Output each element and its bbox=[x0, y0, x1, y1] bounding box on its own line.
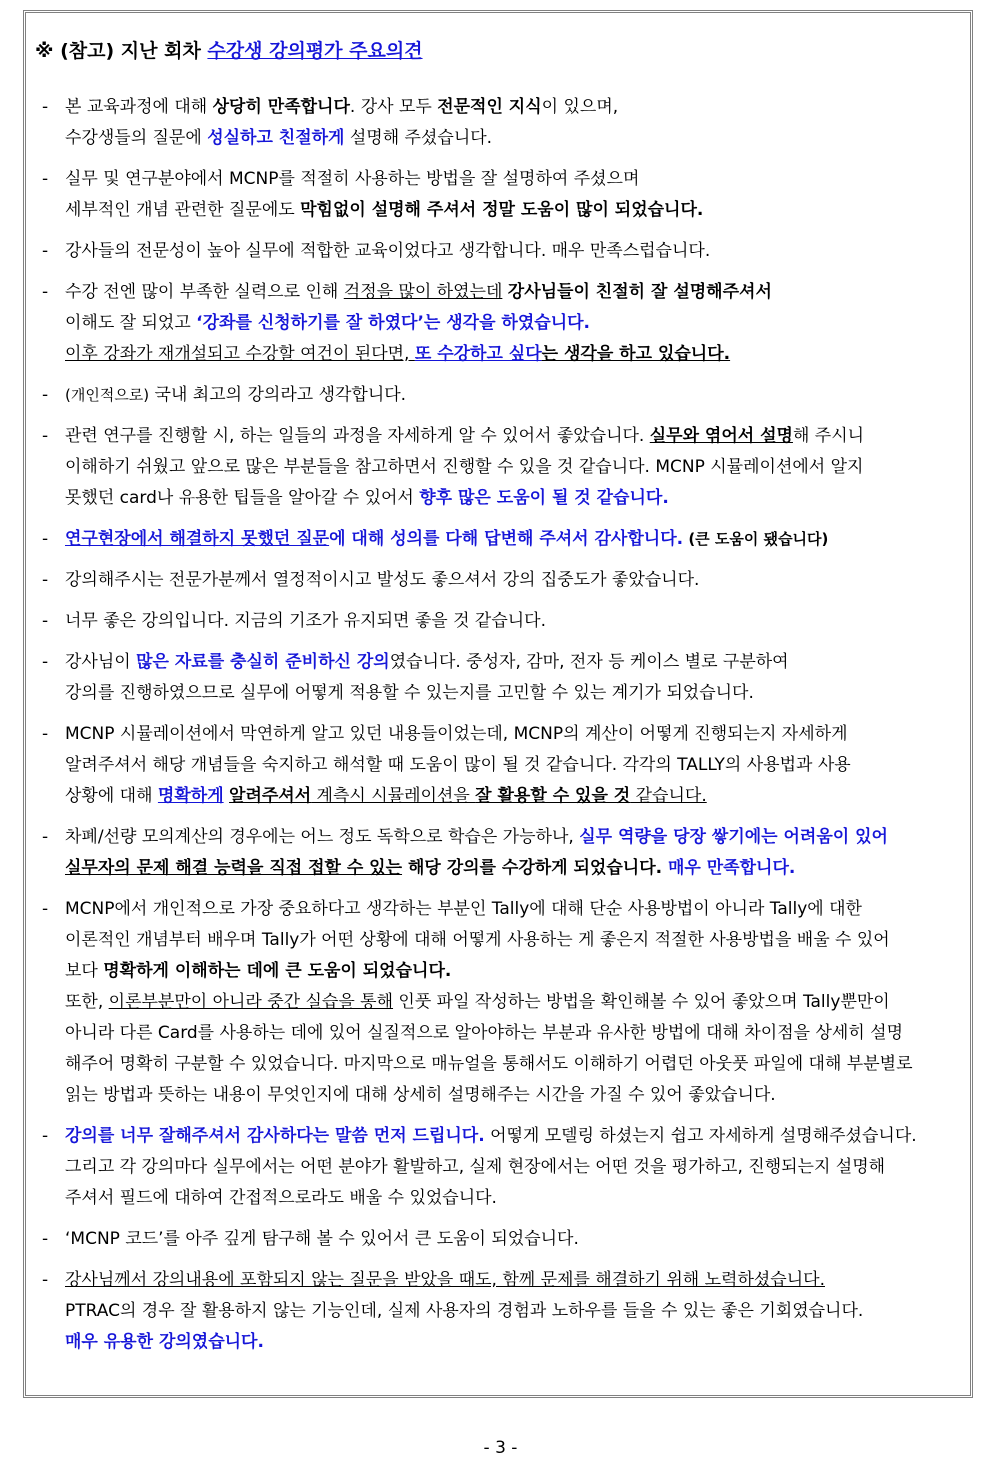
bullet-dash: - bbox=[42, 426, 49, 446]
text-segment: 잘 활용할 수 있을 것 bbox=[475, 786, 631, 806]
text-segment: . 강사 모두 bbox=[349, 97, 438, 117]
comment-line bbox=[65, 236, 968, 267]
bullet-dash: - bbox=[42, 97, 49, 117]
text-segment: 막힘없이 설명해 주셔서 정말 도움이 많이 되었습니다. bbox=[300, 200, 704, 220]
comment-item bbox=[42, 719, 968, 812]
comment-line bbox=[65, 925, 968, 956]
text-segment: 였습니다. 중성자, 감마, 전자 등 케이스 별로 구분하여 bbox=[389, 652, 789, 672]
text-segment: 강사들의 전문성이 높아 실무에 적합한 교육이었다고 생각합니다. 매우 만족스럽습니다. bbox=[65, 241, 711, 261]
bullet-dash: - bbox=[42, 899, 49, 919]
text-segment: 에 대해 성의를 다해 답변해 주셔서 감사합니다. bbox=[329, 529, 684, 549]
comment-line bbox=[65, 750, 968, 781]
text-segment: 강의를 너무 잘해주셔서 감사하다는 말씀 먼저 드립니다. bbox=[65, 1126, 485, 1146]
comment-line bbox=[65, 92, 968, 123]
text-segment: 알려주셔서 해당 개념들을 숙지하고 해석할 때 도움이 많이 될 것 같습니다. 각각의 TALLY의 사용법과 사용 bbox=[65, 755, 851, 775]
comment-line bbox=[65, 164, 968, 195]
text-segment: 강사님들이 친절히 잘 설명해주셔서 bbox=[507, 282, 772, 302]
text-segment: (개인적으로) bbox=[65, 386, 150, 404]
text-segment: 이론적인 개념부터 배우며 Tally가 어떤 상황에 대해 어떻게 사용하는 게 좋은지 적절한 사용방법을 배울 수 있어 bbox=[65, 930, 890, 950]
comment-item bbox=[42, 92, 968, 154]
comment-item bbox=[42, 277, 968, 370]
comment-line bbox=[65, 1296, 968, 1327]
comment-item bbox=[42, 894, 968, 1111]
comment-item bbox=[42, 380, 968, 411]
bullet-dash: - bbox=[42, 1270, 49, 1290]
comment-line bbox=[65, 1018, 968, 1049]
title-prefix: ※ (참고) 지난 회차 bbox=[35, 40, 208, 62]
text-segment: 이해도 잘 되었고 bbox=[65, 313, 197, 333]
text-segment: 알려주셔서 bbox=[229, 786, 312, 806]
text-segment: 는 생각을 하고 있습니다. bbox=[541, 344, 731, 364]
text-segment: 수강생들의 질문에 bbox=[65, 128, 208, 148]
comment-item bbox=[42, 565, 968, 596]
text-segment: ‘MCNP 코드’를 아주 깊게 탐구해 볼 수 있어서 큰 도움이 되었습니다. bbox=[65, 1229, 579, 1249]
text-segment: 해당 강의를 수강하게 되었습니다. bbox=[402, 858, 668, 878]
text-segment: 같습니다. bbox=[630, 786, 707, 806]
comment-item bbox=[42, 421, 968, 514]
text-segment: 너무 좋은 강의입니다. 지금의 기조가 유지되면 좋을 것 같습니다. bbox=[65, 611, 547, 631]
text-segment: 어떻게 모델링 하셨는지 쉽고 자세하게 설명해주셨습니다. bbox=[484, 1126, 917, 1146]
text-segment: MCNP에서 개인적으로 가장 중요하다고 생각하는 부분인 Tally에 대해 단순 사용방법이 아니라 Tally에 대한 bbox=[65, 899, 862, 919]
text-segment: 주셔서 필드에 대하여 간접적으로라도 배울 수 있었습니다. bbox=[65, 1188, 497, 1208]
comment-line bbox=[65, 380, 968, 411]
text-segment: 이후 강좌가 재개설되고 수강할 여건이 된다면, bbox=[65, 344, 415, 364]
text-segment: 실무 역량을 당장 쌓기에는 어려움이 있어 bbox=[579, 827, 888, 847]
bullet-dash: - bbox=[42, 611, 49, 631]
text-segment: 보다 bbox=[65, 961, 104, 981]
comment-line bbox=[65, 719, 968, 750]
text-segment: 걱정을 많이 하였는데 bbox=[343, 282, 503, 302]
comment-line bbox=[65, 1224, 968, 1255]
bullet-dash: - bbox=[42, 385, 49, 405]
text-segment: 성실하고 친절하게 bbox=[207, 128, 345, 148]
text-segment: 본 교육과정에 대해 bbox=[65, 97, 213, 117]
comment-line bbox=[65, 987, 968, 1018]
text-segment: 향후 많은 도움이 될 것 같습니다. bbox=[419, 488, 669, 508]
comment-line bbox=[65, 781, 968, 812]
comment-line bbox=[65, 956, 968, 987]
bullet-dash: - bbox=[42, 169, 49, 189]
text-segment: (큰 도움이 됐습니다) bbox=[683, 530, 829, 548]
text-segment: 명확하게 이해하는 데에 큰 도움이 되었습니다. bbox=[103, 961, 452, 981]
text-segment: 국내 최고의 강의라고 생각합니다. bbox=[149, 385, 407, 405]
comment-item bbox=[42, 164, 968, 226]
comment-line bbox=[65, 524, 968, 555]
text-segment: 강의를 진행하였으므로 실무에 어떻게 적용할 수 있는지를 고민할 수 있는 계기가 되었습니다. bbox=[65, 683, 754, 703]
comment-line bbox=[65, 1080, 968, 1111]
comment-line bbox=[65, 1265, 968, 1296]
text-segment: 그리고 각 강의마다 실무에서는 어떤 분야가 활발하고, 실제 현장에서는 어떤 것을 평가하고, 진행되는지 설명해 bbox=[65, 1157, 886, 1177]
bullet-dash: - bbox=[42, 827, 49, 847]
comment-line bbox=[65, 647, 968, 678]
comment-item bbox=[42, 1121, 968, 1214]
text-segment: 명확하게 bbox=[157, 786, 224, 806]
text-segment: 못했던 card나 유용한 팁들을 알아갈 수 있어서 bbox=[65, 488, 420, 508]
comment-item bbox=[42, 236, 968, 267]
bullet-dash: - bbox=[42, 241, 49, 261]
text-segment: 계측시 시뮬레이션을 bbox=[311, 786, 476, 806]
section-title bbox=[35, 36, 423, 63]
bullet-dash: - bbox=[42, 1126, 49, 1146]
text-segment: 전문적인 지식 bbox=[437, 97, 542, 117]
text-segment: 상당히 만족합니다 bbox=[212, 97, 350, 117]
comment-line bbox=[65, 123, 968, 154]
comment-item bbox=[42, 1265, 968, 1358]
text-segment: 설명해 주셨습니다. bbox=[344, 128, 493, 148]
comment-line bbox=[65, 308, 968, 339]
comment-line bbox=[65, 853, 968, 884]
text-segment: 이론부분만이 아니라 중간 실습을 통해 bbox=[108, 992, 394, 1012]
bullet-dash: - bbox=[42, 724, 49, 744]
comment-item bbox=[42, 606, 968, 637]
text-segment: 세부적인 개념 관련한 질문에도 bbox=[65, 200, 301, 220]
comment-line bbox=[65, 483, 968, 514]
comment-line bbox=[65, 565, 968, 596]
comment-item bbox=[42, 647, 968, 709]
comment-line bbox=[65, 195, 968, 226]
comment-line bbox=[65, 1049, 968, 1080]
text-segment: 또 수강하고 싶다 bbox=[414, 344, 542, 364]
text-segment: 읽는 방법과 뜻하는 내용이 무엇인지에 대해 상세히 설명해주는 시간을 가질 수 있어 좋았습니다. bbox=[65, 1085, 776, 1105]
comment-line bbox=[65, 606, 968, 637]
text-segment: 또한, bbox=[65, 992, 109, 1012]
comment-list bbox=[42, 82, 968, 1358]
title-highlight: 수강생 강의평가 주요의견 bbox=[207, 40, 423, 62]
text-segment: 강사님께서 강의내용에 포함되지 않는 질문을 받았을 때도, 함께 문제를 해결하기 위해 노력하셨습니다. bbox=[65, 1270, 825, 1290]
comment-line bbox=[65, 1327, 968, 1358]
text-segment: 매우 유용한 강의였습니다. bbox=[65, 1332, 264, 1352]
comment-line bbox=[65, 452, 968, 483]
text-segment: 매우 만족합니다. bbox=[668, 858, 796, 878]
text-segment: 이해하기 쉬웠고 앞으로 많은 부분들을 참고하면서 진행할 수 있을 것 같습니다. MCNP 시뮬레이션에서 알지 bbox=[65, 457, 864, 477]
text-segment: 강의해주시는 전문가분께서 열정적이시고 발성도 좋으셔서 강의 집중도가 좋았습니다. bbox=[65, 570, 700, 590]
comment-item bbox=[42, 524, 968, 555]
text-segment: 해 주시니 bbox=[792, 426, 865, 446]
text-segment: 해주어 명확히 구분할 수 있었습니다. 마지막으로 매뉴얼을 통해서도 이해하기 어렵던 아웃풋 파일에 대해 부분별로 bbox=[65, 1054, 913, 1074]
comment-line bbox=[65, 1183, 968, 1214]
bullet-dash: - bbox=[42, 282, 49, 302]
comment-line bbox=[65, 894, 968, 925]
text-segment: 실무와 엮어서 설명 bbox=[649, 426, 793, 446]
text-segment: 많은 자료를 충실히 준비하신 강의 bbox=[136, 652, 390, 672]
text-segment: 실무 및 연구분야에서 MCNP를 적절히 사용하는 방법을 잘 설명하여 주셨으며 bbox=[65, 169, 640, 189]
bullet-dash: - bbox=[42, 1229, 49, 1249]
text-segment: MCNP 시뮬레이션에서 막연하게 알고 있던 내용들이었는데, MCNP의 계산이 어떻게 진행되는지 자세하게 bbox=[65, 724, 848, 744]
text-segment: 연구현장에서 해결하지 못했던 질문 bbox=[65, 529, 330, 549]
comment-line bbox=[65, 1152, 968, 1183]
text-segment: 차폐/선량 모의계산의 경우에는 어느 정도 독학으로 학습은 가능하나, bbox=[65, 827, 580, 847]
text-segment: 인풋 파일 작성하는 방법을 확인해볼 수 있어 좋았으며 Tally뿐만이 bbox=[393, 992, 890, 1012]
text-segment: 실무자의 문제 해결 능력을 직접 접할 수 있는 bbox=[65, 858, 403, 878]
text-segment: 수강 전엔 많이 부족한 실력으로 인해 bbox=[65, 282, 344, 302]
comment-line bbox=[65, 339, 968, 370]
text-segment: PTRAC의 경우 잘 활용하지 않는 기능인데, 실제 사용자의 경험과 노하우를 들을 수 있는 좋은 기회였습니다. bbox=[65, 1301, 864, 1321]
text-segment: 아니라 다른 Card를 사용하는 데에 있어 실질적으로 알아야하는 부분과 유사한 방법에 대해 차이점을 상세히 설명 bbox=[65, 1023, 903, 1043]
comment-line bbox=[65, 277, 968, 308]
text-segment: 이 있으며, bbox=[541, 97, 619, 117]
text-segment: 강사님이 bbox=[65, 652, 137, 672]
comment-line bbox=[65, 822, 968, 853]
text-segment: ‘강좌를 신청하기를 잘 하였다’는 생각을 하였습니다. bbox=[196, 313, 590, 333]
comment-item bbox=[42, 822, 968, 884]
text-segment: 관련 연구를 진행할 시, 하는 일들의 과정을 자세하게 알 수 있어서 좋았습니다. bbox=[65, 426, 650, 446]
comment-line bbox=[65, 1121, 968, 1152]
page-number: - 3 - bbox=[483, 1438, 518, 1458]
text-segment: 상황에 대해 bbox=[65, 786, 158, 806]
bullet-dash: - bbox=[42, 529, 49, 549]
comment-item bbox=[42, 1224, 968, 1255]
comment-line bbox=[65, 678, 968, 709]
bullet-dash: - bbox=[42, 652, 49, 672]
comment-line bbox=[65, 421, 968, 452]
bullet-dash: - bbox=[42, 570, 49, 590]
